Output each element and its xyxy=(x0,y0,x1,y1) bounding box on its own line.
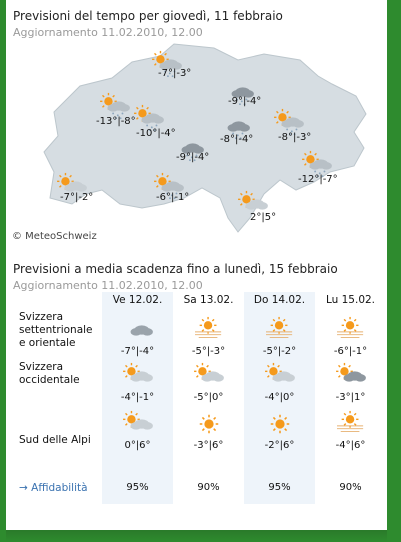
sun-haze-icon xyxy=(334,410,368,438)
copyright: © MeteoSchweiz xyxy=(12,231,97,242)
reliability-value: 90% xyxy=(339,482,362,493)
forecast-cell xyxy=(315,316,386,357)
cell-temp: -3°|6° xyxy=(193,440,224,451)
sun-dark-cloud-icon xyxy=(334,362,368,390)
station-temp: -9°|-4° xyxy=(228,96,262,107)
region-label: Svizzera occidentale xyxy=(19,361,80,386)
sun-icon xyxy=(192,410,226,438)
cell-temp: -7°|-4° xyxy=(120,346,155,357)
region-label: Svizzera settentrionale e orientale xyxy=(19,311,93,349)
forecast-cell xyxy=(102,316,173,357)
cell-temp: -4°|0° xyxy=(264,392,295,403)
forecast-cell xyxy=(315,410,386,451)
sun-cloud-icon xyxy=(121,362,155,390)
sun-haze-icon xyxy=(263,316,297,344)
station-temp: -6°|-1° xyxy=(156,192,190,203)
station-temp: -12°|-7° xyxy=(298,174,338,185)
station-temp: -7°|-2° xyxy=(60,192,94,203)
station-temp: -7°|-3° xyxy=(158,68,192,79)
day-header: Sa 13.02. xyxy=(183,294,234,306)
medium-title: Previsioni a media scadenza fino a lunedì, 15 febbraio xyxy=(13,262,338,276)
forecast-cell xyxy=(244,362,315,403)
forecast-cell xyxy=(102,410,173,451)
reliability-value: 95% xyxy=(126,482,149,493)
forecast-cell xyxy=(173,410,244,451)
cell-temp: -3°|1° xyxy=(335,392,366,403)
cell-temp: -2°|6° xyxy=(264,440,295,451)
forecast-cell xyxy=(244,410,315,451)
sun-cloud-icon xyxy=(263,362,297,390)
panel-shadow xyxy=(6,530,387,542)
cell-temp: -5°|0° xyxy=(193,392,224,403)
station-temp: -8°|-4° xyxy=(220,134,254,145)
today-title: Previsioni del tempo per giovedì, 11 febbraio xyxy=(13,9,283,23)
sun-haze-icon xyxy=(192,316,226,344)
reliability-value: 90% xyxy=(197,482,220,493)
today-updated: Aggiornamento 11.02.2010, 12.00 xyxy=(13,26,203,39)
cell-temp: -6°|-1° xyxy=(333,346,368,357)
cell-temp: -4°|-1° xyxy=(120,392,155,403)
cell-temp: -5°|-3° xyxy=(191,346,226,357)
forecast-cell xyxy=(173,362,244,403)
day-header: Do 14.02. xyxy=(253,294,306,306)
reliability-link[interactable]: → Affidabilità xyxy=(19,482,88,494)
reliability-value: 95% xyxy=(268,482,291,493)
station-temp: -8°|-3° xyxy=(278,132,312,143)
forecast-cell xyxy=(173,316,244,357)
day-header: Lu 15.02. xyxy=(325,294,376,306)
station-temp: 2°|5° xyxy=(250,212,277,223)
region-label: Sud delle Alpi xyxy=(19,434,91,446)
station-temp: -9°|-4° xyxy=(176,152,210,163)
day-header: Ve 12.02. xyxy=(112,294,163,306)
sun-icon xyxy=(263,410,297,438)
forecast-cell xyxy=(102,362,173,403)
sun-haze-icon xyxy=(334,316,368,344)
cell-temp: -4°|6° xyxy=(335,440,366,451)
cell-temp: -5°|-2° xyxy=(262,346,297,357)
medium-updated: Aggiornamento 11.02.2010, 12.00 xyxy=(13,279,203,292)
cell-temp: 0°|6° xyxy=(124,440,151,451)
sun-cloud-icon xyxy=(192,362,226,390)
station-temp: -10°|-4° xyxy=(136,128,176,139)
forecast-cell xyxy=(315,362,386,403)
cloud-icon xyxy=(121,316,155,344)
forecast-cell xyxy=(244,316,315,357)
station-temp: -13°|-8° xyxy=(96,116,136,127)
sun-cloud-icon xyxy=(121,410,155,438)
